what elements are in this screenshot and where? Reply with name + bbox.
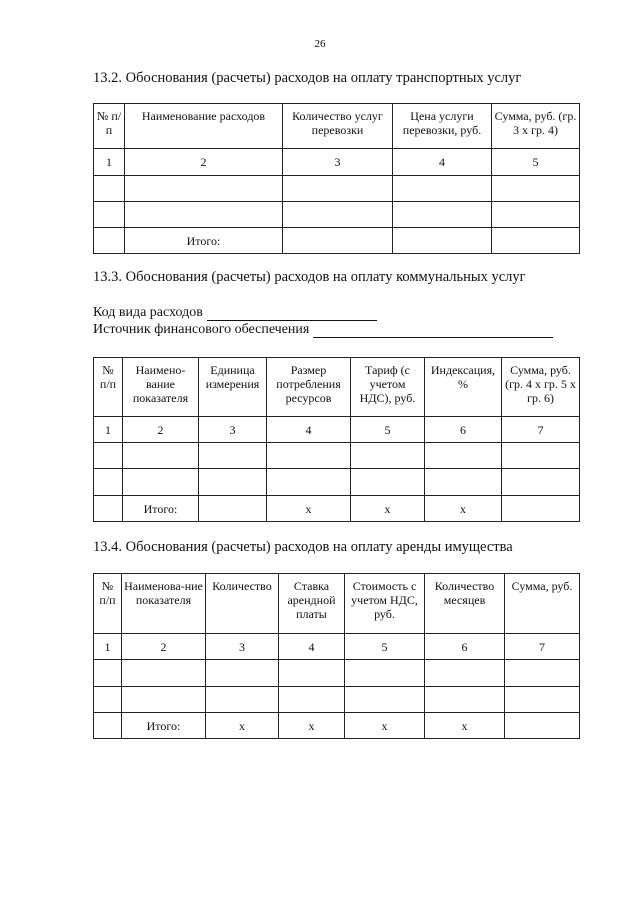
table-cell — [393, 202, 492, 228]
header-cell: Цена услуги перевозки, руб. — [393, 104, 492, 149]
table-cell — [393, 228, 492, 254]
column-number: 5 — [345, 634, 425, 660]
table-cell — [425, 443, 502, 469]
column-number: 6 — [425, 417, 502, 443]
page-number: 26 — [314, 38, 326, 50]
table-cell — [502, 469, 580, 496]
funding-source-field — [93, 322, 553, 338]
table-cell — [94, 469, 123, 496]
total-label: Итого: — [122, 713, 206, 739]
column-number: 4 — [267, 417, 351, 443]
column-number: 1 — [94, 149, 125, 176]
section-title-transport: 13.2. Обоснования (расчеты) расходов на оплату транспортных услуг — [93, 70, 522, 86]
column-number: 2 — [125, 149, 283, 176]
column-number: 2 — [122, 634, 206, 660]
table-cell — [351, 443, 425, 469]
table-cell — [283, 176, 393, 202]
table-cell — [505, 660, 580, 687]
total-row — [94, 228, 580, 254]
table-cell — [345, 660, 425, 687]
expense-code-label: Код вида расходов — [93, 305, 203, 320]
column-number: 5 — [351, 417, 425, 443]
table-cell: х — [206, 713, 279, 739]
table-cell — [123, 469, 199, 496]
table-cell — [199, 496, 267, 522]
table-row — [94, 443, 580, 469]
funding-source-label: Источник финансового обеспечения — [93, 322, 310, 337]
utilities-table — [93, 357, 580, 522]
table-row — [94, 202, 580, 228]
table-cell — [94, 687, 122, 713]
table-header-row — [94, 574, 580, 634]
table-cell — [505, 713, 580, 739]
total-label: Итого: — [123, 496, 199, 522]
table-cell — [345, 687, 425, 713]
total-row — [94, 713, 580, 739]
table-row — [94, 469, 580, 496]
column-number: 6 — [425, 634, 505, 660]
header-cell: Количество — [206, 574, 279, 634]
header-cell: Размер потребления ресурсов — [267, 358, 351, 417]
table-cell — [267, 443, 351, 469]
table-cell — [267, 469, 351, 496]
column-number-row — [94, 417, 580, 443]
column-number: 2 — [123, 417, 199, 443]
table-row — [94, 660, 580, 687]
table-cell — [492, 202, 580, 228]
table-cell — [94, 176, 125, 202]
table-header-row — [94, 358, 580, 417]
column-number: 5 — [492, 149, 580, 176]
table-cell — [206, 687, 279, 713]
table-cell — [199, 469, 267, 496]
table-cell — [279, 687, 345, 713]
header-cell: Наименование расходов — [125, 104, 283, 149]
column-number: 7 — [505, 634, 580, 660]
transport-services-table — [93, 103, 580, 254]
table-cell — [492, 176, 580, 202]
table-cell — [492, 228, 580, 254]
header-cell: Единица измерения — [199, 358, 267, 417]
table-cell — [283, 228, 393, 254]
table-cell — [94, 660, 122, 687]
total-label: Итого: — [125, 228, 283, 254]
table-cell — [425, 660, 505, 687]
header-cell: № п/п — [94, 104, 125, 149]
total-row — [94, 496, 580, 522]
table-cell — [351, 469, 425, 496]
column-number: 1 — [94, 417, 123, 443]
table-cell — [123, 443, 199, 469]
column-number-row — [94, 149, 580, 176]
table-cell: х — [267, 496, 351, 522]
header-cell: Наименова-ние показателя — [122, 574, 206, 634]
table-row — [94, 687, 580, 713]
section-title-utilities: 13.3. Обоснования (расчеты) расходов на оплату коммунальных услуг — [93, 269, 526, 285]
header-cell: Количество услуг перевозки — [283, 104, 393, 149]
column-number: 3 — [283, 149, 393, 176]
table-cell: х — [279, 713, 345, 739]
table-cell: х — [351, 496, 425, 522]
header-cell: Количество месяцев — [425, 574, 505, 634]
header-cell: Индексация, % — [425, 358, 502, 417]
header-cell: Ставка арендной платы — [279, 574, 345, 634]
column-number: 1 — [94, 634, 122, 660]
expense-code-field — [93, 305, 377, 321]
column-number: 3 — [206, 634, 279, 660]
table-cell — [425, 469, 502, 496]
table-cell: х — [345, 713, 425, 739]
table-cell — [505, 687, 580, 713]
section-title-rent: 13.4. Обоснования (расчеты) расходов на оплату аренды имущества — [93, 539, 513, 555]
header-cell: Стоимость с учетом НДС, руб. — [345, 574, 425, 634]
table-cell — [94, 496, 123, 522]
table-cell — [122, 660, 206, 687]
table-cell — [94, 202, 125, 228]
table-header-row — [94, 104, 580, 149]
table-cell — [94, 228, 125, 254]
column-number: 3 — [199, 417, 267, 443]
table-cell — [206, 660, 279, 687]
table-cell — [94, 443, 123, 469]
property-rent-table — [93, 573, 580, 739]
expense-code-blank — [207, 306, 377, 321]
table-row — [94, 176, 580, 202]
table-cell — [502, 496, 580, 522]
table-cell — [94, 713, 122, 739]
column-number: 4 — [279, 634, 345, 660]
header-cell: Сумма, руб. (гр. 3 х гр. 4) — [492, 104, 580, 149]
header-cell: № п/п — [94, 358, 123, 417]
table-cell — [125, 176, 283, 202]
table-cell — [425, 687, 505, 713]
table-cell — [199, 443, 267, 469]
header-cell: Тариф (с учетом НДС), руб. — [351, 358, 425, 417]
table-cell — [283, 202, 393, 228]
column-number-row — [94, 634, 580, 660]
table-cell — [125, 202, 283, 228]
header-cell: Наимено-вание показателя — [123, 358, 199, 417]
column-number: 4 — [393, 149, 492, 176]
table-cell — [502, 443, 580, 469]
table-cell — [279, 660, 345, 687]
header-cell: № п/п — [94, 574, 122, 634]
table-cell — [122, 687, 206, 713]
header-cell: Сумма, руб. (гр. 4 х гр. 5 х гр. 6) — [502, 358, 580, 417]
table-cell: х — [425, 713, 505, 739]
table-cell — [393, 176, 492, 202]
table-cell: х — [425, 496, 502, 522]
header-cell: Сумма, руб. — [505, 574, 580, 634]
column-number: 7 — [502, 417, 580, 443]
funding-source-blank — [313, 323, 553, 338]
